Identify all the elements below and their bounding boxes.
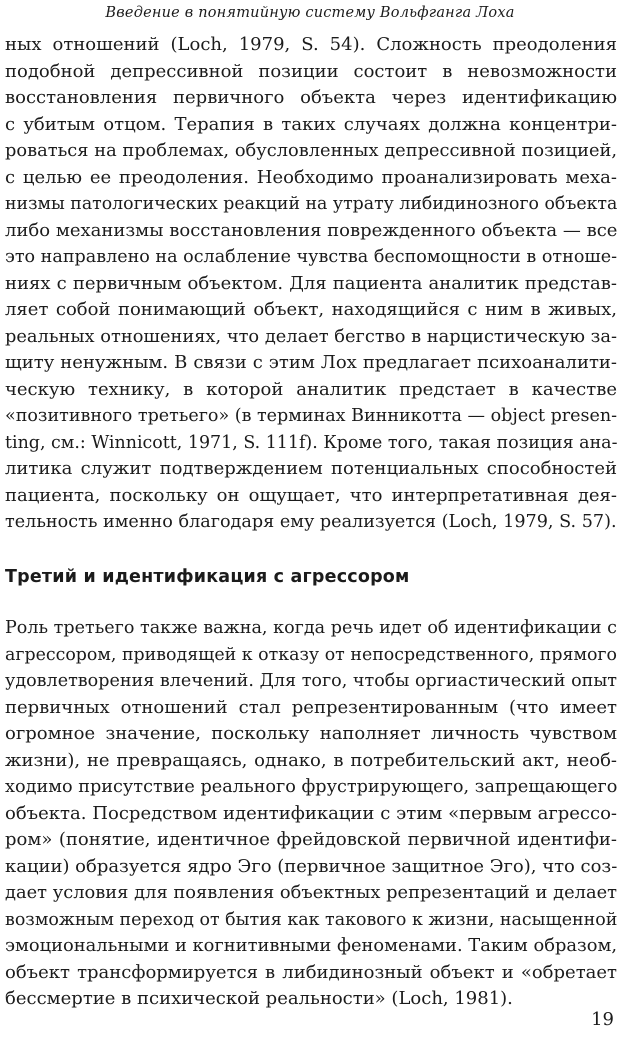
text-line: объекта. Посредством идентификации с этим «первым агрессо- [5,802,617,824]
text-line: огромное значение, поскольку наполняет личность чувством [5,723,617,744]
text-line: «позитивного третьего» (в терминах Винникотта — object presen- [5,405,618,426]
text-line: ting, см.: Winnicott, 1971, S. 111f). Кроме того, такая позиция ана- [5,431,618,453]
text-line: кации) образуется ядро Эго (первичное защитное Эго), что соз- [5,855,618,877]
running-head: Введение в понятийную систему Вольфганга Лоха [105,5,515,21]
text-line: бессмертие в психической реальности» (Loch, 1981). [5,988,513,1009]
text-line: это направлено на ослабление чувства беспомощности в отноше- [5,246,617,267]
text-line: Роль третьего также важна, когда речь идет об идентификации с [5,617,617,638]
text-line: роваться на проблемах, обусловленных депрессивной позицией, [5,140,617,161]
text-line: пациента, поскольку он ощущает, что интерпретативная дея- [5,484,617,506]
text-line: дает условия для появления объектных репрезентаций и делает [5,882,617,903]
text-line: ляет собой понимающий объект, находящийся с ним в живых, [5,299,617,320]
text-line: объект трансформируется в либидинозный объект и «обретает [5,961,617,983]
text-line: щиту ненужным. В связи с этим Лох предлагает психоаналити- [5,352,617,373]
text-line: ниях с первичным объектом. Для пациента аналитик представ- [5,272,617,294]
text-line: низмы патологических реакций на утрату либидинозного объекта [5,193,618,214]
text-line: с целью ее преодоления. Необходимо проанализировать меха- [5,166,617,188]
text-line: ческую технику, в которой аналитик предстает в качестве [5,378,617,400]
text-line: тельность именно благодаря ему реализуется (Loch, 1979, S. 57). [5,511,617,532]
text-line: жизни), не превращаясь, однако, в потребительский акт, необ- [5,749,617,771]
text-line: литика служит подтверждением потенциальных способностей [5,458,617,479]
text-line: эмоциональными и когнитивными феноменами. Таким образом, [5,935,618,956]
paragraph-2 [5,615,620,1013]
text-line: реальных отношениях, что делает бегство в нарцистическую за- [5,325,617,347]
text-line: ром» (понятие, идентичное фрейдовской первичной идентифи- [5,829,617,850]
page-number: 19 [591,1009,614,1030]
text-line: удовлетворения влечений. Для того, чтобы оргиастический опыт [5,670,617,691]
text-line: либо механизмы восстановления поврежденного объекта — все [5,219,618,241]
text-line: ходимо присутствие реального фрустрирующего, запрещающего [5,776,618,797]
text-line: первичных отношений стал репрезентированным (что имеет [5,696,617,718]
text-line: восстановления первичного объекта через идентификацию [5,87,617,108]
text-line: с убитым отцом. Терапия в таких случаях должна концентри- [5,113,617,135]
text-line: подобной депрессивной позиции состоит в невозможности [5,60,617,82]
text-line: агрессором, приводящей к отказу от непосредственного, прямого [5,643,617,665]
text-line: возможным переход от бытия как такового к жизни, насыщенной [5,908,618,930]
paragraph-1 [5,32,620,536]
text-line: ных отношений (Loch, 1979, S. 54). Сложность преодоления [5,34,617,55]
section-heading: Третий и идентификация с агрессором [5,567,410,587]
